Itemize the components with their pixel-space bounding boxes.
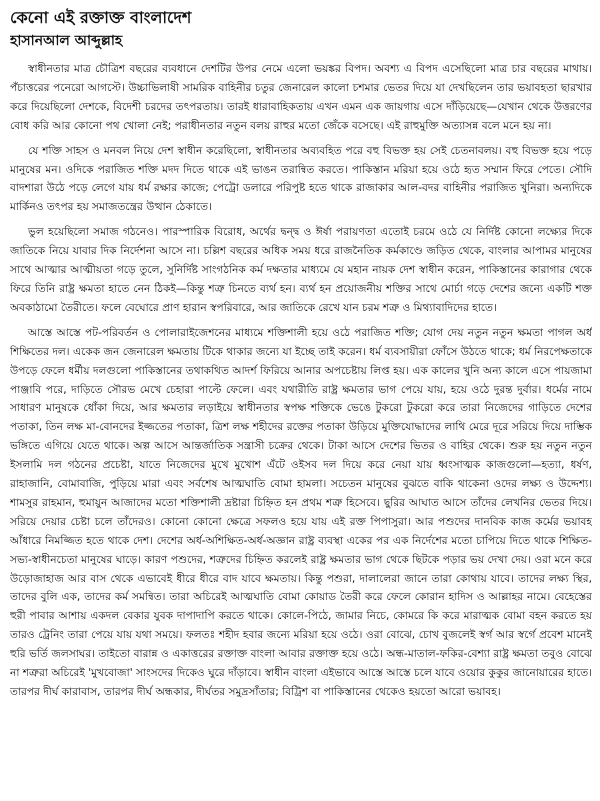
author-name: হাসানআল আব্দুল্লাহ <box>10 33 123 49</box>
paragraph-2: যে শক্তি সাহস ও মনবল নিয়ে দেশ স্বাধীন করেছিলো, স্বাধীনতার অব্যবহিত পরে বহু বিভক্ত হয় সেই চেতনাবলয়। বহু বিভক্ত হয়ে পড়ে মানুষের মন। ওদিকে পরাজিত শক্তি মদদ দিতে থাকে এই ভাঙন তরান্বিত করতে। পাকিস্তান মরিয়া হয়ে ওঠে হৃত সম্মান ফিরে পেতে। সৌদি বাদশারা উঠে পড়ে লেগে যায় ধর্ম রক্ষার কাজে; পেট্রো ডলারে পরিপুষ্ট হতে থাকে রাজাকার আল-বদর বাহিনীর পরাজিত খুনিরা। অন্যদিকে মার্কিনও তৎপর হয় সমাজতন্ত্রের উত্থান ঠেকাতে। <box>10 144 592 214</box>
article-title: কেনো এই রক্তাক্ত বাংলাদেশ <box>10 8 192 27</box>
paragraph-1: স্বাধীনতার মাত্র চৌত্রিশ বছরের ব্যবধানে দেশটির উপর নেমে এলো ভয়ঙ্কর বিপদ। অবশ্য এ বিপদ এসেছিলো মাত্র চার বছরের মাথায়। পঁচাত্তরের পনেরো আগস্টে। উচ্চাভিলাষী সামরিক বাহিনীর চতুর জেনারেল কালো চশমার ভেতর দিয়ে যা দেখছিলেন তার ভয়াবহতা ছারখার করে দিয়েছিলো দেশকে, বিদেশী চরদের তৎপরতায়। তারই ধারাবাহিকতায় এখন এমন এক জায়গায় এসে দাঁড়িয়েছে—যেখান থেকে উত্তরণের বোধ করি আর কোনো পথ খোলা নেই; পরাধীনতার নতুন বলয় রাহুর মতো জেঁকে বসেছে। এই রাহুমুক্তি অত্যাসন্ন বলে মনে হয় না। <box>10 63 592 132</box>
paragraph-3: ভুল হয়েছিলো সমাজ গঠনেও। পারস্পারিক বিরোধ, অর্থের দ্বন্দ্ব ও ঈর্ষা পরায়ণতা এতোই চরমে ওঠে যে নির্দিষ্ট কোনো লক্ষ্যের দিকে জাতিকে নিয়ে যাবার দিক নির্দেশনা আসে না। চল্লিশ বছরের অধিক সময় ধরে রাজনৈতিক কর্মকাণ্ডে জড়িত থেকে, বাংলার আপামর মানুষের সাথে আত্মার আত্মীয়তা গড়ে তুলে, সুনির্দিষ্ট সাংগঠনিক কর্ম দক্ষতার মাধ্যমে যে মহান নায়ক দেশ স্বাধীন করেন, পাকিস্তানের কারাগার থেকে ফিরে তিনি রাষ্ট্র ক্ষমতা হাতে নেন ঠিকই—কিন্তু শত্রু চিনতে ব্যর্থ হন। ব্যর্থ হন প্রয়োজনীয় শক্তির সাথে মোর্চা গড়ে দেশের জন্যে একটি শক্ত অবকাঠামো তৈরীতে। ফলে বেঘোরে প্রাণ হারান স্বপরিবারে, আর জাতিকে রেখে যান চরম শত্রু ও মিথ্যাবাদিদের হাতে। <box>10 226 592 314</box>
article-body <box>10 60 592 796</box>
paragraph-4: আস্তে আস্তে পট-পরিবর্তন ও পোলারাইজেশনের মাধ্যমে শক্তিশালী হয়ে ওঠে পরাজিত শক্তি; যোগ দেয় নতুন নতুন ক্ষমতা পাগল অর্ধ শিক্ষিতের দল। একেক জন জেনারেল ক্ষমতায় টিকে থাকার জন্যে যা ইচ্ছে তাই করেন। ধর্ম ব্যবসায়ীরা ফোঁসে উঠতে থাকে; ধর্ম নিরপেক্ষতাকে উপড়ে ফেলে ধর্মীয় দলগুলো পাকিস্তানের তথাকথিত আদর্শ ফিরিয়ে আনার অপচেষ্টায় লিপ্ত হয়। এক কালের খুনি অন্য কালে এসে পায়জামা পাঞ্জাবি পরে, দাড়িতে সৌরভ মেখে চেহারা পাল্টে ফেলে। এবং যথারীতি রাষ্ট্র ক্ষমতার ভাগ পেয়ে যায়, হয়ে ওঠে দুরন্ত দুর্বার। ধর্মের নামে সাধারণ মানুষকে ধোঁকা দিয়ে, আর ক্ষমতার লড়াইয়ে স্বাধীনতার স্বপক্ষ শক্তিকে ভেঙে টুকরো টুকরো করে তারা নিজেদের গাড়িতে দেশের পতাকা, তিন লক্ষ মা-বোনদের ইজ্জতের পতাকা, ত্রিশ লক্ষ শহীদের রক্তের পতাকা উড়িয়ে মুক্তিযোদ্ধাদের লাথি মেরে দূরে সরিয়ে দিয়ে দাম্ভিক ভঙ্গিতে এগিয়ে যেতে থাকে। অল্প আসে আন্তর্জাতিক সন্ত্রাসী চক্রের থেকে। টাকা আসে দেশের ভিতর ও বাহির থেকে। শুরু হয় নতুন নতুন ইসলামি দল গঠনের প্রচেষ্টা, যাতে নিজেদের মুখে মুখোশ এঁটে ওইসব দল দিয়ে করে নেয়া যায় ধ্বংসাত্মক কাজগুলো—হত্যা, ধর্ষণ, রাহাজানি, বোমাবাজি, পুড়িয়ে মারা এবং সর্বশেষ আত্মঘাতি বোমা হামলা। সচেতন মানুষের বুঝতে বাকি থাকেনা ওদের লক্ষ্য ও উদ্দেশ্য। শামসুর রাহমান, হুমায়ুন আজাদের মতো শক্তিশালী দ্রষ্টারা চিহ্নিত হন প্রথম শত্রু হিসেবে। ছুরির আঘাত আসে তাঁদের লেখনির ভেতর দিয়ে। সরিয়ে দেয়ার চেষ্টা চলে তাঁদেরও। কোনো কোনো ক্ষেত্রে সফলও হয়ে যায় এই রক্ত পিপাসুরা। আর পশুদের দানবিক কাজ কর্মের ভয়াবহ আঁধারে নিমজ্জিত হতে থাকে দেশ। দেশের অর্ধ-অশিক্ষিত-অর্ধ-অজ্ঞান রাষ্ট্র ব্যবস্থা একের পর এক নির্দেশের মতো চাপিয়ে দিতে থাকে শিক্ষিত-সভ্য-স্বাধীনচেতা মানুষের ঘাড়ে। কারণ পশুদের, শত্রুদের চিহ্নিত করলেই রাষ্ট্র ক্ষমতার ভাগ থেকে ছিটকে পড়ার ভয় দেখা দেয়। ওরা মনে করে উড়োজাহাজ আর বাস থেকে এভাবেই ধীরে ধীরে বাদ যাবে ক্ষমতায়। কিন্তু পশুরা, দালালেরা জানে তারা কোথায় যাবে। তাদের লক্ষ্য স্থির, তাদের বুলি এক, তাদের কর্ম সমন্বিত। তারা অচিরেই আত্মঘাতি বোমা কোয়াড তৈরী করে ফেলে কোরান হাদিস ও আল্লাহর নামে। বেহেস্তের হুরী পাবার আশায় একদল বেকার যুবক দাপাদাপি করতে থাকে। কোলে-পিঠে, জামার নিচে, কোমরে কি করে মারাত্মক বোমা বহন করতে হয় তারও ট্রেনিং তারা পেয়ে যায় যথা সময়ে। ফলতঃ শহীদ হবার জন্যে মরিয়া হয়ে ওঠে। ওরা বোঝে, চোখ বুজলেই স্বর্গ আর স্বর্গে প্রবেশ মানেই হুরি ভর্তি জলসাঘর। তাইতো বারান্ন ও একাত্তরের রক্তাক্ত বাংলা আবার রক্তাক্ত হয়ে ওঠে। অন্ধ-মাতাল-ফকির-বেশ্যা রাষ্ট্র ক্ষমতা তবুও বোঝে না শত্রুরা অচিরেই 'মুখবোজা' সাংসদের দিকেও ঘুরে দাঁড়াবে। স্বাধীন বাংলা এইভাবে আস্তে আস্তে চলে যাবে ওয়োর কুকুর জানোয়ারের হাতে। তারপর দীর্ঘ কারাবাস, তারপর দীর্ঘ অন্ধকার, দীর্ঘতর সমুদ্রসাঁতার; বিট্রিশ বা পাকিস্তানের থেকেও হয়তো আরো ভয়াবহ। <box>10 326 592 698</box>
